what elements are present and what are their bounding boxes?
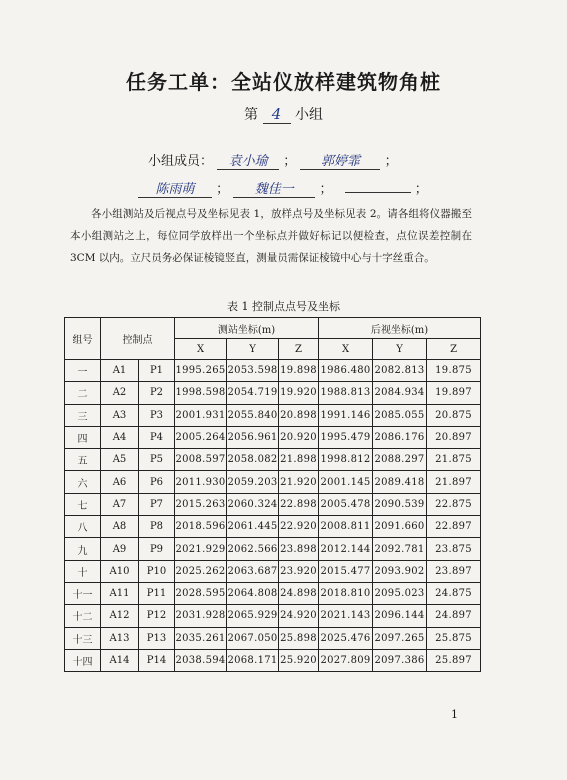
station-point-cell: A12 xyxy=(101,605,139,627)
backsight-point-cell: P7 xyxy=(139,493,175,515)
group-suffix: 小组 xyxy=(294,107,323,123)
table-row xyxy=(65,627,481,649)
station-point-cell: A3 xyxy=(101,404,139,426)
backsight-y-cell: 2082.813 xyxy=(373,360,427,382)
station-z-cell: 22.920 xyxy=(279,516,319,538)
station-x-cell: 2038.594 xyxy=(175,649,227,671)
station-point-cell: A11 xyxy=(101,582,139,604)
station-z-cell: 25.898 xyxy=(279,627,319,649)
station-z-cell: 19.898 xyxy=(279,360,319,382)
station-x-cell: 2005.264 xyxy=(175,426,227,448)
backsight-point-cell: P10 xyxy=(139,560,175,582)
station-x-cell: 2031.928 xyxy=(175,605,227,627)
backsight-x-cell: 2008.811 xyxy=(319,516,373,538)
backsight-y-cell: 2091.660 xyxy=(373,516,427,538)
member-separator: ； xyxy=(283,154,297,169)
page-number: 1 xyxy=(451,708,458,721)
group-cell: 十二 xyxy=(65,605,101,627)
group-cell: 九 xyxy=(65,538,101,560)
backsight-z-cell: 20.875 xyxy=(427,404,481,426)
station-y-cell: 2061.445 xyxy=(227,516,279,538)
station-y-cell: 2065.929 xyxy=(227,605,279,627)
backsight-y-cell: 2090.539 xyxy=(373,493,427,515)
station-y-cell: 2062.566 xyxy=(227,538,279,560)
station-x-cell: 2021.929 xyxy=(175,538,227,560)
station-y-cell: 2063.687 xyxy=(227,560,279,582)
backsight-y-cell: 2097.265 xyxy=(373,627,427,649)
backsight-x-cell: 2015.477 xyxy=(319,560,373,582)
backsight-x-cell: 1986.480 xyxy=(319,360,373,382)
station-z-cell: 22.898 xyxy=(279,493,319,515)
station-x-cell: 1995.265 xyxy=(175,360,227,382)
station-point-cell: A1 xyxy=(101,360,139,382)
member-signature-3: 陈雨萌 xyxy=(138,178,212,198)
backsight-z-cell: 21.897 xyxy=(427,471,481,493)
backsight-z-cell: 19.875 xyxy=(427,360,481,382)
backsight-z-cell: 19.897 xyxy=(427,382,481,404)
backsight-x-cell: 1995.479 xyxy=(319,426,373,448)
backsight-x-cell: 2027.809 xyxy=(319,649,373,671)
backsight-y-cell: 2089.418 xyxy=(373,471,427,493)
table-caption: 表 1 控制点点号及坐标 xyxy=(227,300,340,313)
backsight-y-cell: 2097.386 xyxy=(373,649,427,671)
table-row xyxy=(65,426,481,448)
header-group: 组号 xyxy=(65,318,101,360)
backsight-point-cell: P11 xyxy=(139,582,175,604)
group-cell: 十一 xyxy=(65,582,101,604)
station-y-cell: 2053.598 xyxy=(227,360,279,382)
backsight-z-cell: 25.897 xyxy=(427,649,481,671)
group-cell: 一 xyxy=(65,360,101,382)
station-z-cell: 21.898 xyxy=(279,449,319,471)
group-cell: 八 xyxy=(65,516,101,538)
group-cell: 五 xyxy=(65,449,101,471)
backsight-x-cell: 2021.143 xyxy=(319,605,373,627)
backsight-y-cell: 2092.781 xyxy=(373,538,427,560)
backsight-x-cell: 1988.813 xyxy=(319,382,373,404)
table-row xyxy=(65,605,481,627)
station-z-cell: 23.898 xyxy=(279,538,319,560)
backsight-z-cell: 24.897 xyxy=(427,605,481,627)
station-z-cell: 24.920 xyxy=(279,605,319,627)
station-point-cell: A5 xyxy=(101,449,139,471)
member-separator: ； xyxy=(216,182,230,197)
member-signature-4: 魏佳一 xyxy=(233,178,315,198)
member-signature-2: 郭婷霏 xyxy=(300,150,380,170)
table-row xyxy=(65,449,481,471)
station-z-cell: 20.920 xyxy=(279,426,319,448)
backsight-y-cell: 2085.055 xyxy=(373,404,427,426)
station-z-cell: 24.898 xyxy=(279,582,319,604)
table-row xyxy=(65,649,481,671)
backsight-point-cell: P5 xyxy=(139,449,175,471)
station-y-cell: 2056.961 xyxy=(227,426,279,448)
backsight-y-cell: 2093.902 xyxy=(373,560,427,582)
station-x-cell: 2018.596 xyxy=(175,516,227,538)
control-points-table xyxy=(64,317,481,672)
backsight-x-cell: 2005.478 xyxy=(319,493,373,515)
table-row xyxy=(65,493,481,515)
station-point-cell: A6 xyxy=(101,471,139,493)
station-point-cell: A10 xyxy=(101,560,139,582)
group-cell: 二 xyxy=(65,382,101,404)
backsight-y-cell: 2086.176 xyxy=(373,426,427,448)
header-control: 控制点 xyxy=(101,318,175,360)
backsight-y-cell: 2084.934 xyxy=(373,382,427,404)
backsight-z-cell: 20.897 xyxy=(427,426,481,448)
group-cell: 七 xyxy=(65,493,101,515)
member-separator: ； xyxy=(414,182,428,197)
backsight-x-cell: 1998.812 xyxy=(319,449,373,471)
station-y-cell: 2055.840 xyxy=(227,404,279,426)
header-backsight-z: Z xyxy=(427,339,481,360)
backsight-z-cell: 24.875 xyxy=(427,582,481,604)
table-row xyxy=(65,582,481,604)
station-x-cell: 2008.597 xyxy=(175,449,227,471)
backsight-z-cell: 25.875 xyxy=(427,627,481,649)
group-cell: 十 xyxy=(65,560,101,582)
backsight-point-cell: P4 xyxy=(139,426,175,448)
header-station: 测站坐标(m) xyxy=(175,318,319,339)
station-point-cell: A9 xyxy=(101,538,139,560)
backsight-x-cell: 2001.145 xyxy=(319,471,373,493)
backsight-x-cell: 2025.476 xyxy=(319,627,373,649)
station-point-cell: A2 xyxy=(101,382,139,404)
backsight-z-cell: 21.875 xyxy=(427,449,481,471)
station-z-cell: 23.920 xyxy=(279,560,319,582)
station-y-cell: 2064.808 xyxy=(227,582,279,604)
table-row xyxy=(65,404,481,426)
group-cell: 十三 xyxy=(65,627,101,649)
table-row xyxy=(65,538,481,560)
station-x-cell: 2025.262 xyxy=(175,560,227,582)
station-x-cell: 2011.930 xyxy=(175,471,227,493)
group-cell: 十四 xyxy=(65,649,101,671)
group-cell: 四 xyxy=(65,426,101,448)
backsight-point-cell: P2 xyxy=(139,382,175,404)
station-point-cell: A13 xyxy=(101,627,139,649)
backsight-point-cell: P6 xyxy=(139,471,175,493)
backsight-y-cell: 2095.023 xyxy=(373,582,427,604)
station-x-cell: 1998.598 xyxy=(175,382,227,404)
group-number: 4 xyxy=(263,105,291,124)
station-y-cell: 2068.171 xyxy=(227,649,279,671)
page-title: 任务工单：全站仪放样建筑物角桩 xyxy=(126,70,441,94)
group-cell: 三 xyxy=(65,404,101,426)
header-station-z: Z xyxy=(279,339,319,360)
station-y-cell: 2058.082 xyxy=(227,449,279,471)
header-station-x: X xyxy=(175,339,227,360)
header-station-y: Y xyxy=(227,339,279,360)
instructions-paragraph: 各小组测站及后视点号及坐标见表 1，放样点号及坐标见表 2。请各组将仪器搬至本小组测站之上，每位同学放样出一个坐标点并做好标记以便检查，点位误差控制在 3CM 以内。立尺员务必保证棱镜竖直，测量员需保证棱镜中心与十字丝重合。 xyxy=(70,208,472,264)
backsight-z-cell: 23.875 xyxy=(427,538,481,560)
backsight-point-cell: P12 xyxy=(139,605,175,627)
station-z-cell: 21.920 xyxy=(279,471,319,493)
station-y-cell: 2059.203 xyxy=(227,471,279,493)
backsight-y-cell: 2096.144 xyxy=(373,605,427,627)
group-line xyxy=(0,104,567,124)
member-signature-1: 袁小瑜 xyxy=(217,150,279,170)
members-label: 小组成员： xyxy=(148,154,214,169)
backsight-point-cell: P1 xyxy=(139,360,175,382)
table-row xyxy=(65,560,481,582)
station-y-cell: 2054.719 xyxy=(227,382,279,404)
station-point-cell: A8 xyxy=(101,516,139,538)
station-y-cell: 2060.324 xyxy=(227,493,279,515)
station-z-cell: 25.920 xyxy=(279,649,319,671)
members-row-1 xyxy=(148,150,398,170)
member-separator: ； xyxy=(384,154,398,169)
station-point-cell: A7 xyxy=(101,493,139,515)
backsight-point-cell: P3 xyxy=(139,404,175,426)
station-x-cell: 2015.263 xyxy=(175,493,227,515)
station-point-cell: A14 xyxy=(101,649,139,671)
group-prefix: 第 xyxy=(244,107,259,123)
backsight-point-cell: P8 xyxy=(139,516,175,538)
backsight-x-cell: 1991.146 xyxy=(319,404,373,426)
member-blank xyxy=(345,192,411,193)
station-z-cell: 20.898 xyxy=(279,404,319,426)
backsight-z-cell: 22.875 xyxy=(427,493,481,515)
backsight-z-cell: 22.897 xyxy=(427,516,481,538)
header-backsight-y: Y xyxy=(373,339,427,360)
station-z-cell: 19.920 xyxy=(279,382,319,404)
member-separator: ； xyxy=(319,182,333,197)
backsight-point-cell: P13 xyxy=(139,627,175,649)
station-y-cell: 2067.050 xyxy=(227,627,279,649)
header-backsight-x: X xyxy=(319,339,373,360)
backsight-z-cell: 23.897 xyxy=(427,560,481,582)
station-x-cell: 2028.595 xyxy=(175,582,227,604)
backsight-x-cell: 2012.144 xyxy=(319,538,373,560)
station-point-cell: A4 xyxy=(101,426,139,448)
group-cell: 六 xyxy=(65,471,101,493)
station-x-cell: 2001.931 xyxy=(175,404,227,426)
backsight-point-cell: P14 xyxy=(139,649,175,671)
backsight-point-cell: P9 xyxy=(139,538,175,560)
header-backsight: 后视坐标(m) xyxy=(319,318,481,339)
backsight-y-cell: 2088.297 xyxy=(373,449,427,471)
table-row xyxy=(65,382,481,404)
table-row xyxy=(65,360,481,382)
members-row-2 xyxy=(138,178,428,198)
backsight-x-cell: 2018.810 xyxy=(319,582,373,604)
table-row xyxy=(65,516,481,538)
table-row xyxy=(65,471,481,493)
station-x-cell: 2035.261 xyxy=(175,627,227,649)
